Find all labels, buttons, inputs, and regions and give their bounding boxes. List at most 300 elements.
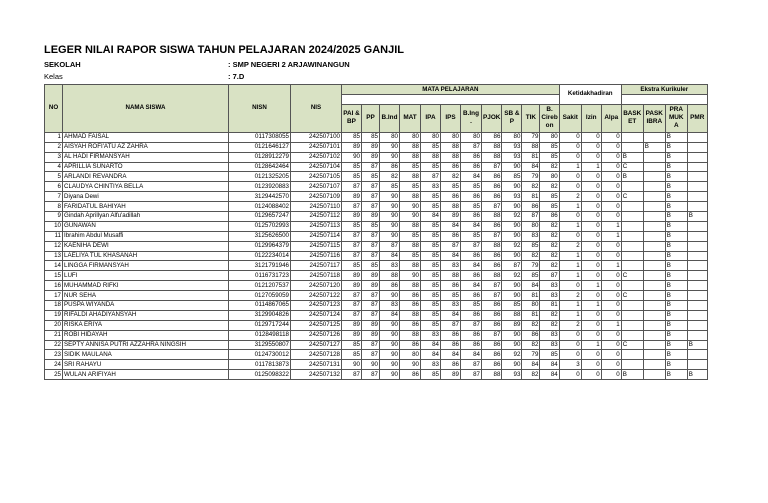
table-cell: 85 — [502, 301, 522, 311]
table-cell: 84 — [380, 251, 400, 261]
table-cell: 0 — [581, 202, 601, 212]
table-cell: 242507110 — [291, 202, 342, 212]
table-cell: 87 — [362, 192, 380, 202]
table-cell: 20 — [45, 320, 63, 330]
table-cell: CLAUDYA CHINTIYA BELLA — [63, 182, 229, 192]
table-cell: 87 — [342, 310, 362, 320]
table-cell: 0 — [559, 182, 581, 192]
table-cell: 90 — [502, 202, 522, 212]
table-cell — [687, 281, 707, 291]
table-cell: 0 — [559, 350, 581, 360]
table-cell: 81 — [522, 291, 540, 301]
table-cell: 89 — [342, 271, 362, 281]
col-pjok: PJOK — [482, 104, 502, 132]
table-cell: 89 — [342, 192, 362, 202]
table-cell: 24 — [45, 360, 63, 370]
table-cell: 87 — [441, 241, 461, 251]
table-cell — [621, 330, 643, 340]
table-cell: 82 — [540, 221, 559, 231]
table-cell: 242507116 — [291, 251, 342, 261]
table-cell: 80 — [400, 350, 421, 360]
table-cell — [621, 132, 643, 142]
table-cell: 80 — [522, 221, 540, 231]
table-cell: 0127059059 — [229, 291, 291, 301]
table-cell: 85 — [421, 320, 441, 330]
table-cell: B — [687, 212, 707, 222]
table-cell: 89 — [342, 320, 362, 330]
table-cell: 85 — [421, 251, 441, 261]
table-cell: 86 — [482, 132, 502, 142]
table-cell: 0 — [581, 330, 601, 340]
table-cell: 0121325205 — [229, 172, 291, 182]
table-cell: 85 — [540, 202, 559, 212]
table-cell — [687, 291, 707, 301]
table-cell: 89 — [441, 370, 461, 380]
table-cell: 87 — [342, 370, 362, 380]
table-cell — [643, 152, 665, 162]
table-row — [45, 172, 708, 182]
table-cell — [687, 360, 707, 370]
table-cell: 83 — [540, 281, 559, 291]
table-cell: 90 — [400, 360, 421, 370]
table-cell: 85 — [441, 182, 461, 192]
table-cell — [687, 132, 707, 142]
table-cell — [643, 221, 665, 231]
table-cell: 87 — [482, 162, 502, 172]
table-cell: 0 — [601, 162, 621, 172]
table-cell: 88 — [441, 202, 461, 212]
table-cell: 0 — [601, 301, 621, 311]
table-cell: 87 — [362, 291, 380, 301]
table-cell — [687, 350, 707, 360]
table-cell — [643, 291, 665, 301]
table-cell — [643, 231, 665, 241]
table-cell: 82 — [540, 241, 559, 251]
table-cell: 0121207537 — [229, 281, 291, 291]
table-cell: 13 — [45, 251, 63, 261]
table-cell: 93 — [502, 192, 522, 202]
table-cell: 18 — [45, 301, 63, 311]
table-cell: 92 — [502, 212, 522, 222]
table-cell — [687, 231, 707, 241]
table-cell — [643, 261, 665, 271]
table-cell: 90 — [502, 231, 522, 241]
table-cell: 242507128 — [291, 350, 342, 360]
table-cell: 86 — [540, 212, 559, 222]
table-cell: B — [665, 162, 687, 172]
table-cell — [621, 212, 643, 222]
table-cell: B — [665, 301, 687, 311]
table-cell: 88 — [441, 152, 461, 162]
table-cell: 82 — [540, 261, 559, 271]
table-cell: 90 — [502, 360, 522, 370]
table-row — [45, 251, 708, 261]
table-cell: 0121646127 — [229, 142, 291, 152]
table-cell: 84 — [522, 360, 540, 370]
table-cell: 1 — [601, 231, 621, 241]
table-cell: 86 — [461, 271, 482, 281]
table-cell: 85 — [421, 261, 441, 271]
table-cell: 1 — [559, 301, 581, 311]
table-cell: 0 — [581, 360, 601, 370]
table-row — [45, 221, 708, 231]
table-cell: 83 — [421, 330, 441, 340]
table-cell: 83 — [522, 231, 540, 241]
table-cell: 86 — [461, 251, 482, 261]
table-cell: 90 — [380, 370, 400, 380]
table-cell: 0 — [559, 172, 581, 182]
table-cell: 84 — [461, 281, 482, 291]
table-cell: 84 — [441, 310, 461, 320]
table-cell: 11 — [45, 231, 63, 241]
table-row — [45, 261, 708, 271]
table-cell: 86 — [461, 212, 482, 222]
table-cell — [621, 251, 643, 261]
table-cell: 0125702993 — [229, 221, 291, 231]
table-cell: 1 — [581, 340, 601, 350]
table-cell: 3129442570 — [229, 192, 291, 202]
table-cell: 85 — [522, 271, 540, 281]
table-cell: 82 — [522, 340, 540, 350]
col-sbp: SB & P — [502, 104, 522, 132]
table-cell: 3 — [45, 152, 63, 162]
table-cell: 85 — [380, 182, 400, 192]
table-row — [45, 192, 708, 202]
col-nis: NIS — [291, 85, 342, 133]
table-row — [45, 271, 708, 281]
table-cell: 85 — [362, 261, 380, 271]
table-cell: 242507114 — [291, 231, 342, 241]
table-cell: 90 — [380, 152, 400, 162]
table-cell: 88 — [380, 271, 400, 281]
table-cell: 0 — [601, 192, 621, 202]
table-cell: 93 — [502, 370, 522, 380]
table-cell: 84 — [441, 251, 461, 261]
table-cell: 87 — [461, 142, 482, 152]
table-cell: B — [665, 172, 687, 182]
table-cell: 0 — [581, 172, 601, 182]
col-paskibra: PASK IBRA — [643, 104, 665, 132]
table-row — [45, 182, 708, 192]
table-cell: 84 — [461, 350, 482, 360]
table-cell — [687, 172, 707, 182]
table-cell: 81 — [522, 310, 540, 320]
table-cell: 85 — [342, 172, 362, 182]
table-cell: 81 — [522, 192, 540, 202]
table-cell: PUSPA WIYANDA — [63, 301, 229, 311]
table-cell: 86 — [461, 340, 482, 350]
table-row — [45, 152, 708, 162]
table-cell: 0 — [601, 251, 621, 261]
table-cell: 85 — [461, 301, 482, 311]
table-cell: 83 — [540, 330, 559, 340]
table-cell: 242507117 — [291, 261, 342, 271]
table-cell: 90 — [502, 281, 522, 291]
table-cell: 242507100 — [291, 132, 342, 142]
table-cell — [687, 192, 707, 202]
table-cell: 0 — [581, 310, 601, 320]
table-cell: 85 — [421, 291, 441, 301]
table-cell: AL HADI FIRMANSYAH — [63, 152, 229, 162]
grade-ledger-table — [44, 84, 708, 380]
table-cell — [643, 301, 665, 311]
table-cell: 0 — [559, 142, 581, 152]
col-ips: IPS — [441, 104, 461, 132]
table-cell — [687, 182, 707, 192]
table-cell: 89 — [362, 212, 380, 222]
col-alpa: Alpa — [601, 104, 621, 132]
table-cell: 84 — [421, 340, 441, 350]
table-cell: 90 — [380, 350, 400, 360]
table-cell: C — [621, 291, 643, 301]
table-cell: 80 — [540, 172, 559, 182]
table-cell: 86 — [482, 182, 502, 192]
table-cell: 87 — [362, 340, 380, 350]
table-cell: 0124088402 — [229, 202, 291, 212]
table-cell: 88 — [400, 330, 421, 340]
table-cell: 90 — [502, 221, 522, 231]
table-cell: 79 — [522, 172, 540, 182]
table-cell: 86 — [482, 340, 502, 350]
table-cell: 89 — [362, 281, 380, 291]
table-cell: 0 — [581, 271, 601, 281]
table-cell: 86 — [441, 281, 461, 291]
table-cell: B — [621, 152, 643, 162]
table-cell: B — [665, 251, 687, 261]
table-cell: WULAN ARIFIYAH — [63, 370, 229, 380]
table-cell: 0 — [581, 320, 601, 330]
table-cell: B — [665, 192, 687, 202]
table-cell: 87 — [362, 231, 380, 241]
table-cell: 0 — [601, 202, 621, 212]
table-cell: 87 — [540, 271, 559, 281]
table-cell: 86 — [482, 192, 502, 202]
table-cell — [621, 360, 643, 370]
table-cell: 1 — [559, 310, 581, 320]
table-cell: 90 — [342, 152, 362, 162]
table-cell: B — [665, 221, 687, 231]
table-cell: 0123920883 — [229, 182, 291, 192]
table-row — [45, 310, 708, 320]
col-mat: MAT — [400, 104, 421, 132]
table-cell: 82 — [380, 172, 400, 182]
table-cell: 0122234014 — [229, 251, 291, 261]
table-cell: 242507102 — [291, 152, 342, 162]
table-cell: 85 — [540, 350, 559, 360]
table-cell: 84 — [461, 172, 482, 182]
table-cell: 89 — [342, 212, 362, 222]
table-cell: SEPTY ANNISA PUTRI AZZAHRA NINGSIH — [63, 340, 229, 350]
table-cell: 87 — [461, 360, 482, 370]
table-cell: 85 — [441, 291, 461, 301]
table-cell: 85 — [362, 172, 380, 182]
table-cell: 0 — [559, 231, 581, 241]
table-cell: 87 — [362, 350, 380, 360]
table-cell: 88 — [400, 221, 421, 231]
table-cell: B — [665, 182, 687, 192]
table-cell: B — [621, 370, 643, 380]
table-cell: 89 — [362, 320, 380, 330]
col-no: NO — [45, 85, 63, 133]
table-cell: 85 — [421, 271, 441, 281]
table-row — [45, 162, 708, 172]
table-cell: 89 — [342, 281, 362, 291]
table-cell: 89 — [502, 320, 522, 330]
table-cell: 4 — [45, 162, 63, 172]
table-cell: 83 — [380, 261, 400, 271]
table-cell: 88 — [482, 370, 502, 380]
table-row — [45, 360, 708, 370]
table-cell: 242507113 — [291, 221, 342, 231]
table-cell: 0 — [601, 291, 621, 301]
table-cell: 0 — [581, 291, 601, 301]
table-cell: 0 — [601, 370, 621, 380]
table-cell — [643, 182, 665, 192]
table-cell: ROBI HIDAYAH — [63, 330, 229, 340]
table-cell: 88 — [421, 152, 441, 162]
table-cell: 90 — [380, 330, 400, 340]
table-cell: 85 — [502, 172, 522, 182]
table-cell — [643, 212, 665, 222]
table-cell: 242507104 — [291, 162, 342, 172]
table-cell: 82 — [522, 251, 540, 261]
table-cell: 1 — [559, 202, 581, 212]
table-cell: 1 — [581, 162, 601, 172]
table-cell: 0 — [581, 251, 601, 261]
table-cell: 90 — [380, 340, 400, 350]
table-cell: 0124730012 — [229, 350, 291, 360]
table-cell: 0 — [559, 132, 581, 142]
table-cell: 0 — [559, 330, 581, 340]
table-cell: B — [665, 142, 687, 152]
table-cell: 3129904826 — [229, 310, 291, 320]
table-cell: B — [665, 360, 687, 370]
table-cell: 89 — [362, 271, 380, 281]
table-cell: 1 — [559, 261, 581, 271]
table-cell — [687, 310, 707, 320]
table-cell — [643, 310, 665, 320]
table-cell: 87 — [362, 310, 380, 320]
table-cell — [687, 251, 707, 261]
table-cell: 0 — [601, 340, 621, 350]
table-cell: 92 — [502, 271, 522, 281]
table-cell: 0 — [601, 271, 621, 281]
table-cell: 0 — [581, 142, 601, 152]
table-cell: RISKA ERIYA — [63, 320, 229, 330]
table-cell: 85 — [400, 162, 421, 172]
table-cell: 90 — [380, 221, 400, 231]
table-cell: 90 — [380, 231, 400, 241]
table-cell: ARLANDI REVANDRA — [63, 172, 229, 182]
table-cell — [643, 172, 665, 182]
table-cell — [687, 301, 707, 311]
table-cell: 242507120 — [291, 281, 342, 291]
table-cell: 87 — [362, 251, 380, 261]
table-cell: 19 — [45, 310, 63, 320]
table-cell: 242507109 — [291, 192, 342, 202]
table-cell — [687, 142, 707, 152]
table-cell: 88 — [482, 271, 502, 281]
table-cell: 90 — [380, 142, 400, 152]
table-cell: 90 — [502, 162, 522, 172]
table-cell — [621, 320, 643, 330]
table-cell: 88 — [400, 310, 421, 320]
table-cell: 86 — [461, 291, 482, 301]
table-cell: B — [665, 340, 687, 350]
table-cell — [687, 202, 707, 212]
table-cell: 87 — [482, 202, 502, 212]
table-cell: 89 — [342, 330, 362, 340]
table-cell: 83 — [421, 360, 441, 370]
table-cell: 83 — [380, 301, 400, 311]
table-cell: 1 — [601, 261, 621, 271]
table-cell: 0 — [581, 132, 601, 142]
table-cell: 89 — [362, 330, 380, 340]
table-cell: B — [665, 330, 687, 340]
table-cell: 3125626500 — [229, 231, 291, 241]
table-cell — [621, 301, 643, 311]
table-cell: 85 — [522, 241, 540, 251]
table-cell: 82 — [540, 320, 559, 330]
table-cell: B — [643, 142, 665, 152]
table-cell: 85 — [421, 142, 441, 152]
table-cell: 89 — [362, 152, 380, 162]
table-cell: 242507123 — [291, 301, 342, 311]
table-cell: 9 — [45, 212, 63, 222]
group-ketidakhadiran: Ketidakhadiran — [559, 85, 621, 105]
table-cell: 0 — [581, 241, 601, 251]
table-cell — [687, 271, 707, 281]
table-cell — [643, 192, 665, 202]
table-cell: 0 — [559, 340, 581, 350]
table-cell: 86 — [380, 162, 400, 172]
table-cell: 86 — [482, 221, 502, 231]
table-cell: 15 — [45, 271, 63, 281]
table-cell: 84 — [441, 221, 461, 231]
table-cell: 0114867065 — [229, 301, 291, 311]
table-cell: 0129964379 — [229, 241, 291, 251]
table-cell: 242507126 — [291, 330, 342, 340]
table-cell: 84 — [421, 212, 441, 222]
table-cell: 90 — [342, 360, 362, 370]
table-cell: 90 — [362, 360, 380, 370]
table-cell: 0 — [601, 182, 621, 192]
table-cell: 0 — [601, 310, 621, 320]
table-cell: 88 — [502, 310, 522, 320]
table-cell: 12 — [45, 241, 63, 251]
table-cell: 84 — [522, 281, 540, 291]
table-cell: RIFALDI AHADIYANSYAH — [63, 310, 229, 320]
table-cell — [687, 241, 707, 251]
table-cell: 2 — [559, 320, 581, 330]
table-cell: 3129550807 — [229, 340, 291, 350]
table-cell: 79 — [522, 132, 540, 142]
table-cell: 84 — [380, 310, 400, 320]
table-cell: 1 — [45, 132, 63, 142]
table-cell: 87 — [362, 182, 380, 192]
table-cell: 80 — [400, 132, 421, 142]
table-cell: 85 — [421, 231, 441, 241]
table-cell: 242507125 — [291, 320, 342, 330]
table-cell: 85 — [461, 231, 482, 241]
table-cell: 86 — [400, 320, 421, 330]
table-cell: 86 — [441, 231, 461, 241]
table-cell: 1 — [601, 320, 621, 330]
table-cell — [687, 330, 707, 340]
table-cell: 1 — [559, 162, 581, 172]
table-cell: 84 — [522, 162, 540, 172]
table-cell: SRI RAHAYU — [63, 360, 229, 370]
